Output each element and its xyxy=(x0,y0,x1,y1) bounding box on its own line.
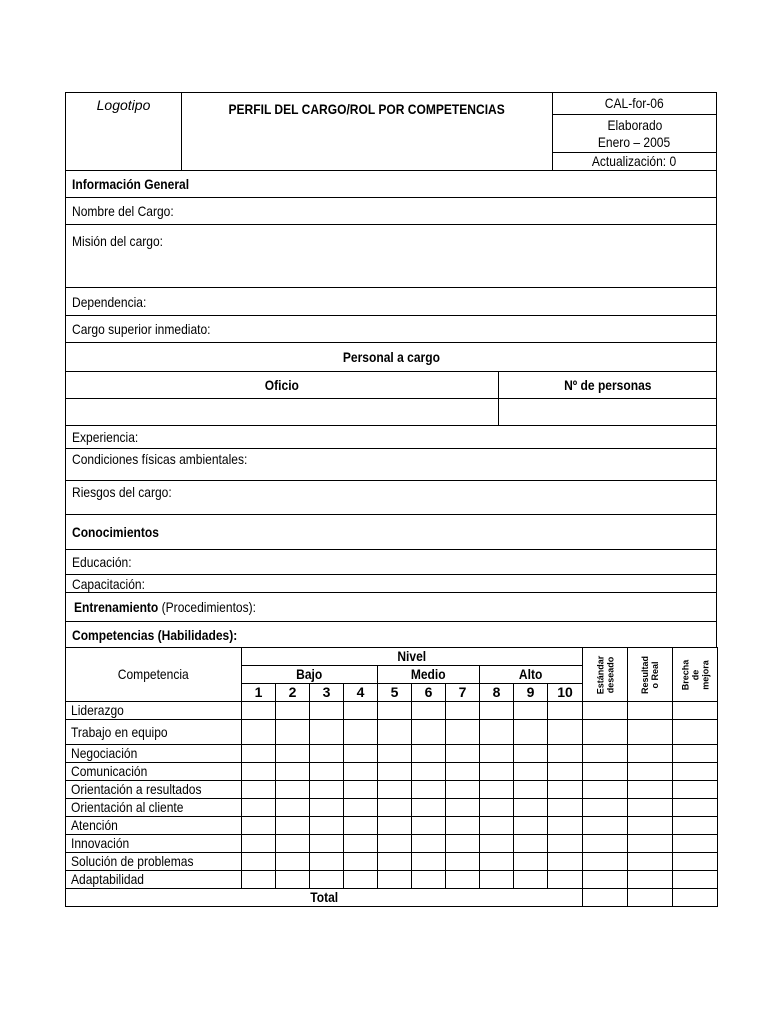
level-cell[interactable] xyxy=(378,763,412,781)
level-cell[interactable] xyxy=(514,853,548,871)
level-cell[interactable] xyxy=(412,702,446,720)
level-cell[interactable] xyxy=(548,835,583,853)
col-estandar-deseado: Estándar deseado xyxy=(583,648,628,702)
level-cell[interactable] xyxy=(344,835,378,853)
level-cell[interactable] xyxy=(446,871,480,889)
estandar-cell[interactable] xyxy=(583,817,628,835)
level-cell[interactable] xyxy=(242,799,276,817)
level-cell[interactable] xyxy=(378,702,412,720)
field-capacitacion[interactable]: Capacitación: xyxy=(66,575,717,593)
resultado-cell[interactable] xyxy=(628,781,673,799)
oficio-input-cell[interactable] xyxy=(66,399,499,426)
entrenamiento-label: Entrenamiento xyxy=(74,599,159,615)
competencia-row xyxy=(66,871,718,889)
level-cell[interactable] xyxy=(514,817,548,835)
document-title: PERFIL DEL CARGO/ROL POR COMPETENCIAS xyxy=(228,101,506,117)
level-cell[interactable] xyxy=(480,799,514,817)
actualizacion: Actualización: 0 xyxy=(592,153,677,169)
level-4-header: 4 xyxy=(344,684,378,702)
competencias-table xyxy=(65,647,718,907)
level-cell[interactable] xyxy=(412,871,446,889)
level-cell[interactable] xyxy=(514,835,548,853)
estandar-cell[interactable] xyxy=(583,853,628,871)
competencia-name: Comunicación xyxy=(66,763,242,781)
field-educacion[interactable]: Educación: xyxy=(66,550,717,575)
level-cell[interactable] xyxy=(344,702,378,720)
brecha-cell[interactable] xyxy=(673,781,718,799)
field-entrenamiento[interactable] xyxy=(66,593,717,622)
level-cell[interactable] xyxy=(446,835,480,853)
level-cell[interactable] xyxy=(242,720,276,745)
level-cell[interactable] xyxy=(548,781,583,799)
brecha-cell[interactable] xyxy=(673,720,718,745)
level-cell[interactable] xyxy=(378,835,412,853)
brecha-cell[interactable] xyxy=(673,853,718,871)
level-cell[interactable] xyxy=(514,871,548,889)
num-personas-input-cell[interactable] xyxy=(499,399,717,426)
level-cell[interactable] xyxy=(548,871,583,889)
estandar-cell[interactable] xyxy=(583,871,628,889)
level-cell[interactable] xyxy=(514,799,548,817)
field-riesgos[interactable]: Riesgos del cargo: xyxy=(66,481,717,515)
level-cell[interactable] xyxy=(344,853,378,871)
competencia-row xyxy=(66,817,718,835)
level-cell[interactable] xyxy=(446,853,480,871)
level-1-header: 1 xyxy=(242,684,276,702)
col-oficio: Oficio xyxy=(66,372,499,399)
level-cell[interactable] xyxy=(276,853,310,871)
resultado-cell[interactable] xyxy=(628,871,673,889)
level-8-header: 8 xyxy=(480,684,514,702)
level-cell[interactable] xyxy=(446,799,480,817)
competencia-row xyxy=(66,745,718,763)
level-cell[interactable] xyxy=(480,817,514,835)
level-cell[interactable] xyxy=(412,763,446,781)
section-informacion-general: Información General xyxy=(66,171,717,198)
level-cell[interactable] xyxy=(514,720,548,745)
estandar-cell[interactable] xyxy=(583,781,628,799)
resultado-cell[interactable] xyxy=(628,799,673,817)
level-cell[interactable] xyxy=(480,720,514,745)
level-cell[interactable] xyxy=(276,817,310,835)
level-cell[interactable] xyxy=(276,745,310,763)
level-cell[interactable] xyxy=(412,781,446,799)
level-5-header: 5 xyxy=(378,684,412,702)
level-cell[interactable] xyxy=(514,702,548,720)
level-cell[interactable] xyxy=(446,745,480,763)
brecha-cell[interactable] xyxy=(673,799,718,817)
field-cargo-superior[interactable]: Cargo superior inmediato: xyxy=(66,316,717,343)
competencia-row xyxy=(66,702,718,720)
level-cell[interactable] xyxy=(378,745,412,763)
brecha-cell[interactable] xyxy=(673,702,718,720)
level-2-header: 2 xyxy=(276,684,310,702)
logo-label: Logotipo xyxy=(96,97,151,113)
level-cell[interactable] xyxy=(412,745,446,763)
brecha-cell[interactable] xyxy=(673,745,718,763)
section-competencias: Competencias (Habilidades): xyxy=(66,622,717,648)
competencia-name: Innovación xyxy=(66,835,242,853)
field-mision[interactable]: Misión del cargo: xyxy=(66,225,717,288)
level-cell[interactable] xyxy=(310,799,344,817)
level-cell[interactable] xyxy=(412,817,446,835)
bajo-header: Bajo xyxy=(242,666,378,684)
resultado-cell[interactable] xyxy=(628,853,673,871)
level-cell[interactable] xyxy=(548,799,583,817)
level-cell[interactable] xyxy=(242,853,276,871)
level-cell[interactable] xyxy=(548,763,583,781)
medio-header: Medio xyxy=(378,666,480,684)
elaborado-date: Enero – 2005 xyxy=(598,133,671,150)
level-cell[interactable] xyxy=(310,745,344,763)
estandar-cell[interactable] xyxy=(583,720,628,745)
section-conocimientos: Conocimientos xyxy=(66,515,717,550)
level-cell[interactable] xyxy=(548,745,583,763)
level-cell[interactable] xyxy=(412,799,446,817)
level-cell[interactable] xyxy=(480,853,514,871)
level-cell[interactable] xyxy=(310,702,344,720)
level-cell[interactable] xyxy=(378,799,412,817)
competencia-row xyxy=(66,799,718,817)
level-cell[interactable] xyxy=(344,799,378,817)
level-cell[interactable] xyxy=(276,720,310,745)
level-cell[interactable] xyxy=(514,745,548,763)
estandar-cell[interactable] xyxy=(583,835,628,853)
alto-header: Alto xyxy=(480,666,583,684)
estandar-cell[interactable] xyxy=(583,745,628,763)
col-competencia: Competencia xyxy=(66,648,242,702)
level-cell[interactable] xyxy=(548,853,583,871)
actualizacion-cell xyxy=(553,153,717,171)
competencia-row xyxy=(66,781,718,799)
brecha-cell[interactable] xyxy=(673,835,718,853)
level-cell[interactable] xyxy=(446,817,480,835)
level-cell[interactable] xyxy=(480,763,514,781)
estandar-cell[interactable] xyxy=(583,702,628,720)
field-nombre-cargo[interactable]: Nombre del Cargo: xyxy=(66,198,717,225)
competencia-name: Orientación a resultados xyxy=(66,781,242,799)
competencia-name: Liderazgo xyxy=(66,702,242,720)
competencia-row xyxy=(66,835,718,853)
level-7-header: 7 xyxy=(446,684,480,702)
col-num-personas: Nº de personas xyxy=(499,372,717,399)
competencia-row xyxy=(66,763,718,781)
total-brecha-cell[interactable] xyxy=(673,889,718,907)
level-cell[interactable] xyxy=(378,817,412,835)
document-title-cell xyxy=(182,93,553,171)
elaborado-label: Elaborado xyxy=(607,116,662,133)
level-cell[interactable] xyxy=(412,835,446,853)
resultado-cell[interactable] xyxy=(628,763,673,781)
entrenamiento-detail: (Procedimientos): xyxy=(158,599,256,615)
level-cell[interactable] xyxy=(412,720,446,745)
resultado-cell[interactable] xyxy=(628,745,673,763)
level-cell[interactable] xyxy=(378,781,412,799)
resultado-cell[interactable] xyxy=(628,817,673,835)
level-cell[interactable] xyxy=(310,871,344,889)
level-cell[interactable] xyxy=(276,835,310,853)
level-6-header: 6 xyxy=(412,684,446,702)
estandar-cell[interactable] xyxy=(583,799,628,817)
level-cell[interactable] xyxy=(276,799,310,817)
level-cell[interactable] xyxy=(480,781,514,799)
level-cell[interactable] xyxy=(514,781,548,799)
total-resultado-cell[interactable] xyxy=(628,889,673,907)
field-dependencia[interactable]: Dependencia: xyxy=(66,288,717,316)
level-cell[interactable] xyxy=(446,763,480,781)
general-info-form xyxy=(65,170,717,648)
level-cell[interactable] xyxy=(344,745,378,763)
resultado-cell[interactable] xyxy=(628,835,673,853)
competencia-row xyxy=(66,720,718,745)
competencia-name: Adaptabilidad xyxy=(66,871,242,889)
level-cell[interactable] xyxy=(310,781,344,799)
col-resultado-real: Resultad o Real xyxy=(628,648,673,702)
level-cell[interactable] xyxy=(378,871,412,889)
competencia-name: Negociación xyxy=(66,745,242,763)
competencia-row xyxy=(66,853,718,871)
level-cell[interactable] xyxy=(276,871,310,889)
field-condiciones[interactable]: Condiciones físicas ambientales: xyxy=(66,449,717,481)
level-3-header: 3 xyxy=(310,684,344,702)
level-cell[interactable] xyxy=(276,763,310,781)
level-cell[interactable] xyxy=(548,720,583,745)
competencia-name: Trabajo en equipo xyxy=(66,720,242,745)
level-cell[interactable] xyxy=(242,745,276,763)
level-cell[interactable] xyxy=(514,763,548,781)
level-cell[interactable] xyxy=(242,781,276,799)
level-cell[interactable] xyxy=(242,763,276,781)
competencia-name: Atención xyxy=(66,817,242,835)
competencias-body xyxy=(66,702,718,889)
level-cell[interactable] xyxy=(480,702,514,720)
elaborado-cell xyxy=(553,115,717,153)
level-cell[interactable] xyxy=(412,853,446,871)
level-cell[interactable] xyxy=(242,817,276,835)
level-cell[interactable] xyxy=(344,720,378,745)
level-cell[interactable] xyxy=(344,871,378,889)
level-cell[interactable] xyxy=(242,702,276,720)
brecha-cell[interactable] xyxy=(673,763,718,781)
competencia-name: Orientación al cliente xyxy=(66,799,242,817)
personal-a-cargo-heading: Personal a cargo xyxy=(66,343,717,372)
level-cell[interactable] xyxy=(344,763,378,781)
level-cell[interactable] xyxy=(242,835,276,853)
level-9-header: 9 xyxy=(514,684,548,702)
field-experiencia[interactable]: Experiencia: xyxy=(66,426,717,449)
level-cell[interactable] xyxy=(446,702,480,720)
level-cell[interactable] xyxy=(242,871,276,889)
level-cell[interactable] xyxy=(480,745,514,763)
level-cell[interactable] xyxy=(310,835,344,853)
brecha-cell[interactable] xyxy=(673,871,718,889)
resultado-cell[interactable] xyxy=(628,702,673,720)
level-cell[interactable] xyxy=(480,835,514,853)
nivel-header: Nivel xyxy=(242,648,583,666)
logo-placeholder xyxy=(66,93,182,171)
level-cell[interactable] xyxy=(310,720,344,745)
level-cell[interactable] xyxy=(276,781,310,799)
estandar-cell[interactable] xyxy=(583,763,628,781)
document-header xyxy=(65,92,717,171)
level-cell[interactable] xyxy=(378,853,412,871)
resultado-cell[interactable] xyxy=(628,720,673,745)
level-cell[interactable] xyxy=(480,871,514,889)
level-10-header: 10 xyxy=(548,684,583,702)
brecha-cell[interactable] xyxy=(673,817,718,835)
level-cell[interactable] xyxy=(446,720,480,745)
level-cell[interactable] xyxy=(344,781,378,799)
competencia-name: Solución de problemas xyxy=(66,853,242,871)
level-cell[interactable] xyxy=(310,853,344,871)
level-cell[interactable] xyxy=(310,763,344,781)
total-estandar-cell[interactable] xyxy=(583,889,628,907)
col-brecha-mejora: Brecha de mejora xyxy=(673,648,718,702)
level-cell[interactable] xyxy=(548,702,583,720)
level-cell[interactable] xyxy=(378,720,412,745)
level-cell[interactable] xyxy=(344,817,378,835)
document-code: CAL-for-06 xyxy=(553,93,717,115)
total-label-cell: Total xyxy=(66,889,583,907)
level-cell[interactable] xyxy=(276,702,310,720)
level-cell[interactable] xyxy=(446,781,480,799)
level-cell[interactable] xyxy=(548,817,583,835)
level-cell[interactable] xyxy=(310,817,344,835)
